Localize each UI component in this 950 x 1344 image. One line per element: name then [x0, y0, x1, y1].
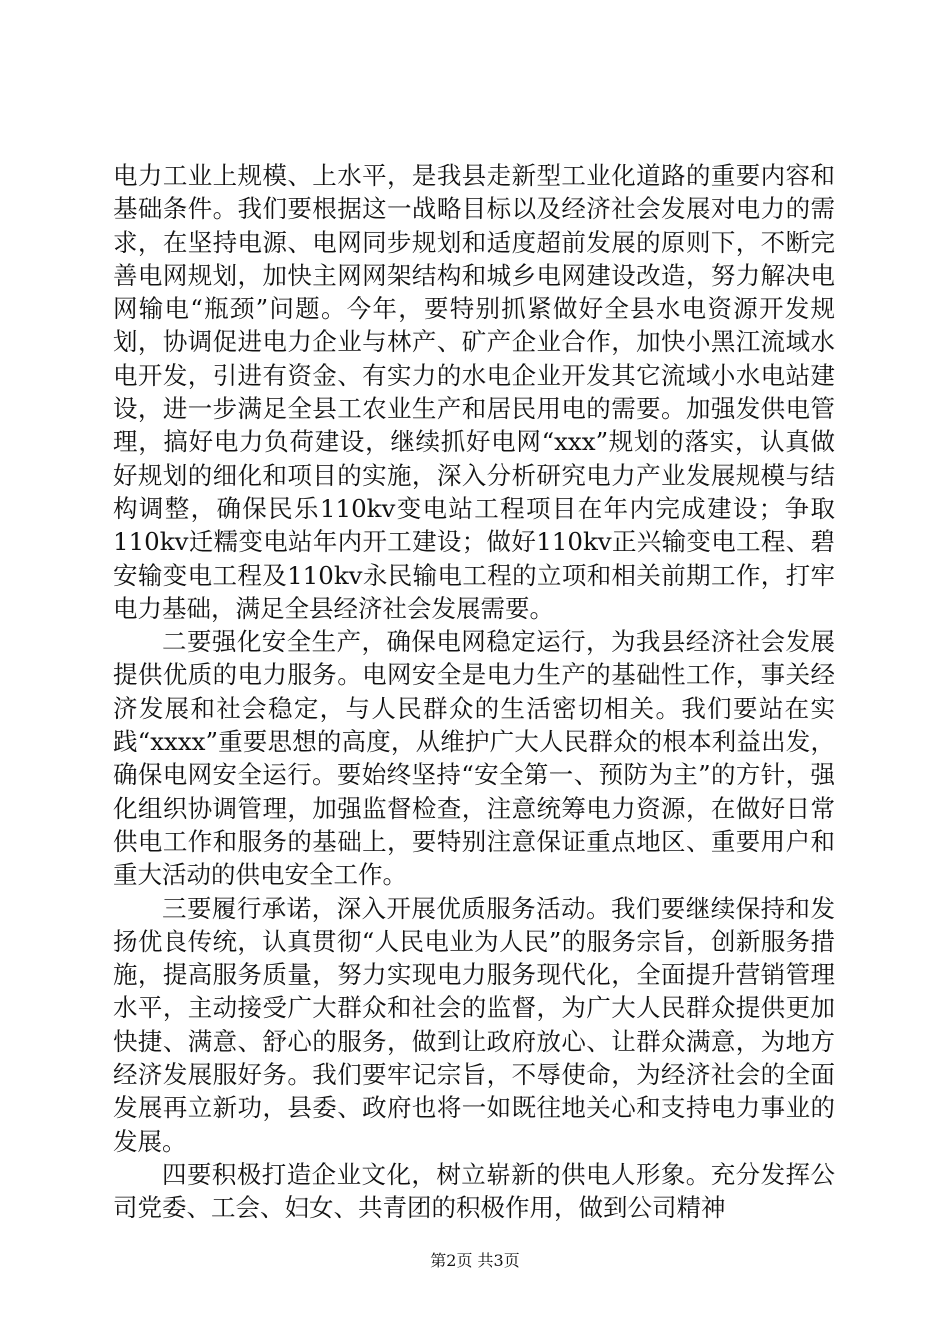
paragraph-power-planning: 电力工业上规模、上水平，是我县走新型工业化道路的重要内容和基础条件。我们要根据这一战略目标以及经济社会发展对电力的需求，在坚持电源、电网同步规划和适度超前发展的原则下，不断完善电网规划，加快主网网架结构和城乡电网建设改造，努力解决电网输电“瓶颈”问题。今年，要特别抓紧做好全县水电资源开发规划，协调促进电力企业与林产、矿产企业合作，加快小黑江流域水电开发，引进有资金、有实力的水电企业开发其它流域小水电站建设，进一步满足全县工农业生产和居民用电的需要。加强发供电管理，搞好电力负荷建设，继续抓好电网“xxx”规划的落实，认真做好规划的细化和项目的实施，深入分析研究电力产业发展规模与结构调整，确保民乐110kv变电站工程项目在年内完成建设；争取110kv迁糯变电站年内开工建设；做好110kv正兴输变电工程、碧安输变电工程及110kv永民输电工程的立项和相关前期工作，打牢电力基础，满足全县经济社会发展需要。 — [113, 161, 835, 623]
document-body — [113, 159, 835, 1225]
paragraph-quality-service: 三要履行承诺，深入开展优质服务活动。我们要继续保持和发扬优良传统，认真贯彻“人民电业为人民”的服务宗旨，创新服务措施，提高服务质量，努力实现电力服务现代化，全面提升营销管理水平，主动接受广大群众和社会的监督，为广大人民群众提供更加快捷、满意、舒心的服务，做到让政府放心、让群众满意，为地方经济发展服好务。我们要牢记宗旨，不辱使命，为经济社会的全面发展再立新功，县委、政府也将一如既往地关心和支持电力事业的发展。 — [113, 893, 835, 1156]
paragraph-safety-production: 二要强化安全生产，确保电网稳定运行，为我县经济社会发展提供优质的电力服务。电网安全是电力生产的基础性工作，事关经济发展和社会稳定，与人民群众的生活密切相关。我们要站在实践“xxxx”重要思想的高度，从维护广大人民群众的根本利益出发，确保电网安全运行。要始终坚持“安全第一、预防为主”的方针，强化组织协调管理，加强监督检查，注意统筹电力资源，在做好日常供电工作和服务的基础上，要特别注意保证重点地区、重要用户和重大活动的供电安全工作。 — [113, 627, 835, 890]
paragraph-corporate-culture: 四要积极打造企业文化，树立崭新的供电人形象。充分发挥公司党委、工会、妇女、共青团的积极作用，做到公司精神 — [113, 1159, 835, 1223]
page-number-footer: 第2页 共3页 — [430, 1251, 520, 1270]
